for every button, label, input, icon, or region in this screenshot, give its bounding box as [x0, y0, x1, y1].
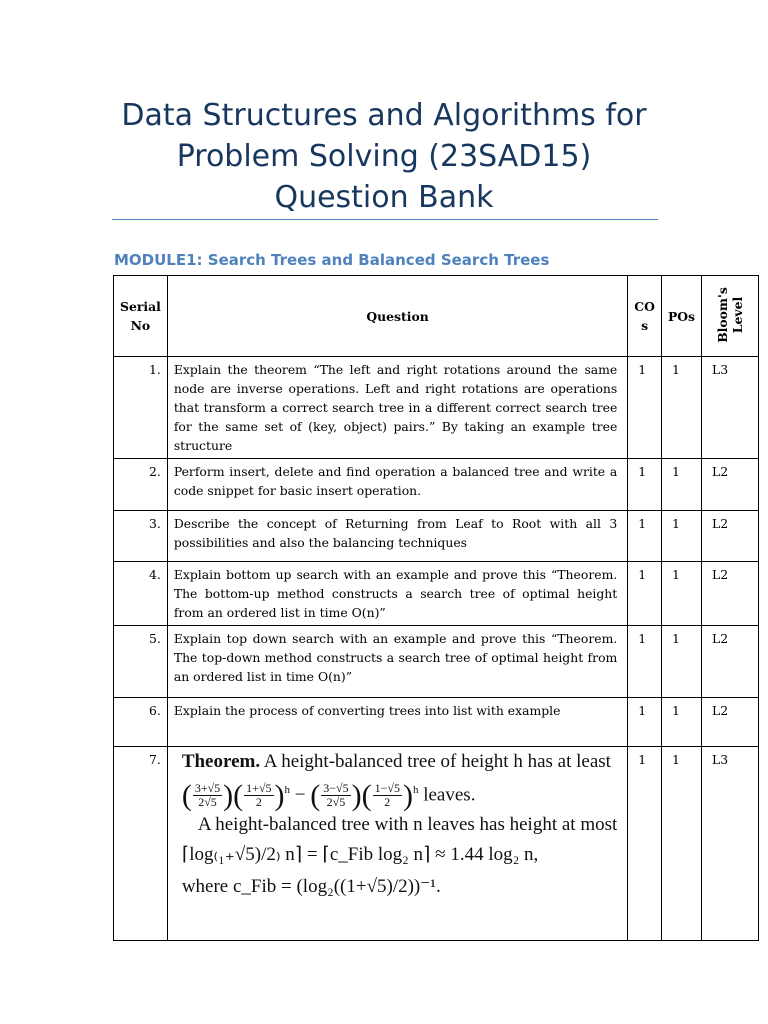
header-cos: CO s: [628, 276, 662, 357]
module-heading: MODULE1: Search Trees and Balanced Search Trees: [114, 251, 550, 269]
level-cell: L2: [702, 511, 759, 562]
theorem-block: Theorem. A height-balanced tree of height h has at least ( $\frac{3+√5}{2√5}$ )( $\frac{1+√5}{2}$ )$^h$ − ( $\frac{3-√5}{2√5}$ )( $\frac{1-√5}{2}$ )$^h$ leaves. A height-balanced tree with n leaves has height at most ⌈log₍₁₊√5)/2₎ n⌉ = ⌈c_Fib log₂ n⌉ ≈ 1.44 log₂ n, where c_Fib = (log₂((1+√5)/2))⁻¹.: [181, 751, 618, 898]
po-cell: 1: [661, 698, 701, 747]
level-cell: L3: [702, 747, 759, 941]
header-blooms-level: Bloom's Level: [702, 276, 759, 357]
question-cell: Explain top down search with an example and prove this “Theorem. The top-down method constructs a search tree of optimal height from an ordered list in time O(n)”: [167, 626, 627, 698]
theorem-image: [167, 747, 627, 941]
co-cell: 1: [628, 747, 662, 941]
serial-cell: 6.: [114, 698, 168, 747]
serial-cell: 1.: [114, 357, 168, 459]
level-cell: L2: [702, 698, 759, 747]
co-cell: 1: [628, 459, 662, 511]
title-line-1: Data Structures and Algorithms for: [121, 98, 647, 133]
level-cell: L3: [702, 357, 759, 459]
question-cell: Explain the theorem “The left and right rotations around the same node are inverse operations. Left and right rotations are operations that transform a correct search tree in a different correct search tree for the same set of (key, object) pairs.” By taking an example tree structure: [167, 357, 627, 459]
table-row: [114, 698, 759, 747]
title-line-3: Question Bank: [274, 180, 494, 215]
serial-cell: 2.: [114, 459, 168, 511]
document-title: [0, 95, 768, 218]
table-row: [114, 357, 759, 459]
question-table: [113, 275, 759, 941]
co-cell: 1: [628, 562, 662, 626]
table-header-row: [114, 276, 759, 357]
co-cell: 1: [628, 698, 662, 747]
question-cell: Describe the concept of Returning from Leaf to Root with all 3 possibilities and also the balancing techniques: [167, 511, 627, 562]
po-cell: 1: [661, 562, 701, 626]
po-cell: 1: [661, 357, 701, 459]
question-cell: Explain the process of converting trees into list with example: [167, 698, 627, 747]
table-row: [114, 459, 759, 511]
po-cell: 1: [661, 459, 701, 511]
po-cell: 1: [661, 747, 701, 941]
level-cell: L2: [702, 626, 759, 698]
co-cell: 1: [628, 626, 662, 698]
header-serial-no: Serial No: [114, 276, 168, 357]
serial-cell: 7.: [114, 747, 168, 941]
table-row: [114, 626, 759, 698]
table-row: [114, 511, 759, 562]
serial-cell: 4.: [114, 562, 168, 626]
question-cell: Perform insert, delete and find operation a balanced tree and write a code snippet for basic insert operation.: [167, 459, 627, 511]
serial-cell: 5.: [114, 626, 168, 698]
table-row: [114, 562, 759, 626]
co-cell: 1: [628, 357, 662, 459]
title-divider: [112, 219, 658, 220]
po-cell: 1: [661, 626, 701, 698]
question-cell: Explain bottom up search with an example and prove this “Theorem. The bottom-up method constructs a search tree of optimal height from an ordered list in time O(n)”: [167, 562, 627, 626]
table-row: [114, 747, 759, 941]
serial-cell: 3.: [114, 511, 168, 562]
level-cell: L2: [702, 459, 759, 511]
header-pos: POs: [661, 276, 701, 357]
level-cell: L2: [702, 562, 759, 626]
header-question: Question: [167, 276, 627, 357]
co-cell: 1: [628, 511, 662, 562]
po-cell: 1: [661, 511, 701, 562]
title-line-2: Problem Solving (23SAD15): [176, 139, 592, 174]
